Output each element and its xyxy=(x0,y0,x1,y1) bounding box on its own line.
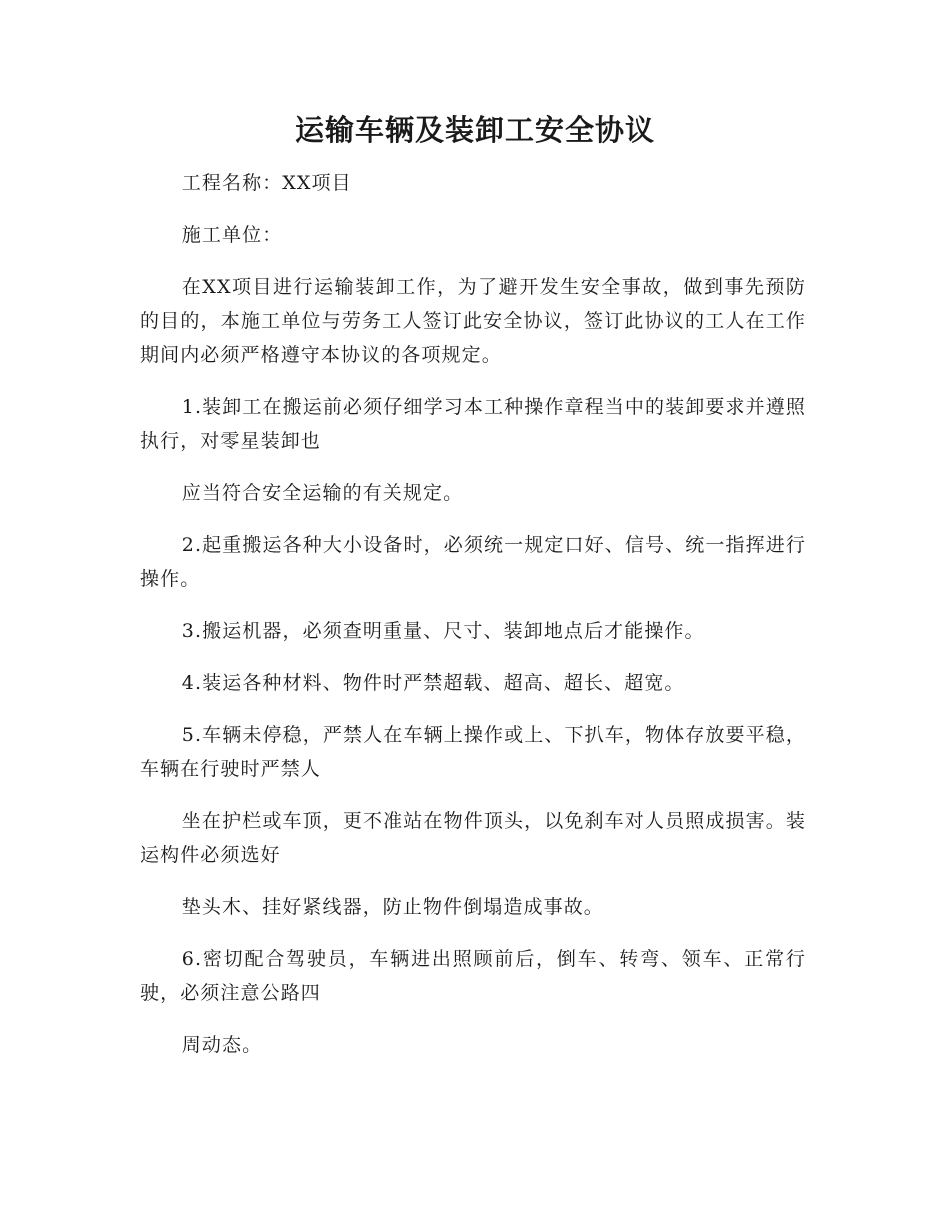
clause-2: 2.起重搬运各种大小设备时，必须统一规定口好、信号、统一指挥进行操作。 xyxy=(140,534,806,590)
clause-5: 5.车辆未停稳，严禁人在车辆上操作或上、下扒车，物体存放要平稳，车辆在行驶时严禁人 xyxy=(140,724,806,780)
clause-5-continued: 坐在护栏或车顶，更不准站在物件顶头，以免刹车对人员照成损害。装运构件必须选好 xyxy=(140,810,806,866)
project-name-line: 工程名称：XX项目 xyxy=(181,172,352,194)
clause-1: 1.装卸工在搬运前必须仔细学习本工种操作章程当中的装卸要求并遵照执行，对零星装卸也 xyxy=(140,396,806,452)
clause-6: 6.密切配合驾驶员，车辆进出照顾前后，倒车、转弯、领车、正常行驶，必须注意公路四 xyxy=(140,948,806,1004)
document-body xyxy=(140,166,806,1080)
intro-paragraph: 在XX项目进行运输装卸工作，为了避开发生安全事故，做到事先预防的目的，本施工单位与劳务工人签订此安全协议，签订此协议的工人在工作期间内必须严格遵守本协议的各项规定。 xyxy=(140,276,806,366)
document-title: 运输车辆及装卸工安全协议 xyxy=(294,113,655,147)
clause-3: 3.搬运机器，必须查明重量、尺寸、装卸地点后才能操作。 xyxy=(181,620,705,642)
clause-6-continued: 周动态。 xyxy=(181,1034,263,1056)
clause-1-continued: 应当符合安全运输的有关规定。 xyxy=(181,482,464,504)
construction-unit-line: 施工单位： xyxy=(181,224,283,246)
clause-5-continued-2: 垫头木、挂好紧线器，防止物件倒塌造成事故。 xyxy=(181,896,604,918)
clause-4: 4.装运各种材料、物件时严禁超载、超高、超长、超宽。 xyxy=(181,672,685,694)
